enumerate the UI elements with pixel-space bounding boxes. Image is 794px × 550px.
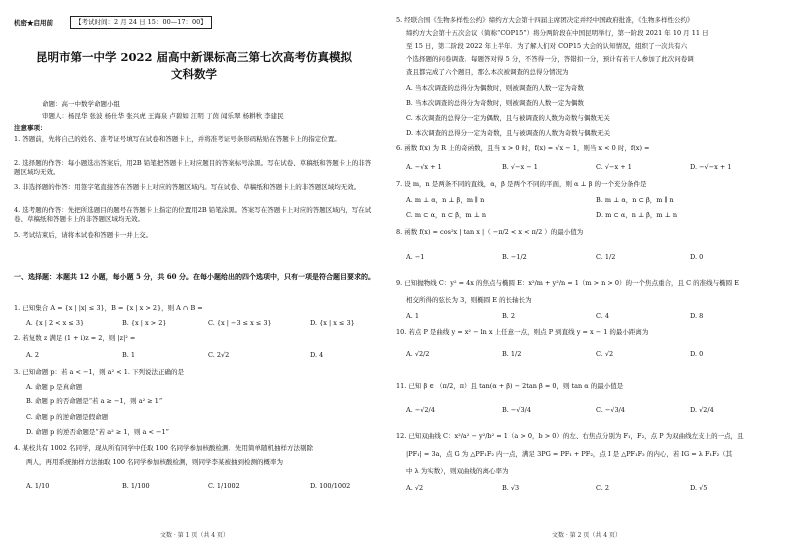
- q6-option-a: A. −√x + 1: [406, 163, 442, 171]
- page-footer-2: 文数 · 第 2 页（共 4 页）: [552, 532, 621, 539]
- q5-line5: 查且都完成了六个题目，那么本次被调查的总得分情况为: [406, 68, 569, 76]
- page-1: [0, 0, 388, 550]
- q10-option-b: B. 1/2: [502, 350, 522, 358]
- q1-stem: 1. 已知集合 A = {x | |x| ≤ 3}，B = {x | x > 2}，则 A ∩ B =: [14, 304, 203, 312]
- q11-option-a: A. −√2/4: [406, 406, 435, 414]
- notes-title: 注意事项：: [14, 124, 47, 132]
- q2-option-c: C. 2√2: [208, 351, 230, 359]
- q8-option-c: C. 1/2: [596, 253, 616, 261]
- q12-option-a: A. √2: [406, 484, 424, 492]
- q5-option-c: C. 本次调查的总得分一定为偶数，且与被调查的人数为奇数与偶数无关: [406, 114, 610, 122]
- q12-line1: 12. 已知双曲线 C：x²/a² − y²/b² = 1（a > 0，b > 0）的左、右焦点分别为 F₁，F₂，点 P 为双曲线左支上的一点，且: [396, 432, 744, 440]
- q9-option-d: D. 8: [690, 312, 704, 320]
- q6-option-b: B. √−x − 1: [502, 163, 538, 171]
- q2-option-d: D. 4: [310, 351, 324, 359]
- secret-label: 机密★启用前: [14, 19, 53, 27]
- q1-option-c: C. {x | −3 ≤ x ≤ 3}: [208, 319, 272, 327]
- q4-option-d: D. 100/1002: [310, 482, 351, 490]
- q10-stem: 10. 若点 P 是曲线 y = x² − ln x 上任意一点，则点 P 到直线 y = x − 1 的最小距离为: [396, 328, 649, 336]
- q7-option-a: A. m ⊥ α，n ⊥ β，m ∥ n: [406, 196, 485, 204]
- q4-stem-line1: 4. 某校共有 1002 名同学，现从所有同学中任取 100 名同学参加核酸检测．先用简单随机抽样方法剔除: [14, 444, 313, 452]
- page-2: [392, 0, 794, 550]
- page-footer-1: 文数 · 第 1 页（共 4 页）: [160, 532, 229, 539]
- q6-option-d: D. −√−x + 1: [690, 163, 732, 171]
- q6-stem: 6. 函数 f(x) 为 R 上的奇函数，且当 x > 0 时，f(x) = √x − 1，则当 x < 0 时，f(x) =: [396, 144, 650, 152]
- q6-option-c: C. √−x + 1: [596, 163, 632, 171]
- q9-option-c: C. 4: [596, 312, 610, 320]
- note-5: 5. 考试结束后，请将本试卷和答题卡一并上交。: [14, 231, 153, 239]
- q1-option-d: D. {x | x ≤ 3}: [310, 319, 355, 327]
- q4-stem-line2: 两人，再用系统抽样方法抽取 100 名同学参加核酸检测，则同学李某被抽到检测的概率为: [26, 458, 284, 466]
- q7-option-c: C. m ⊂ α，n ⊂ β，m ⊥ n: [406, 211, 487, 219]
- q3-stem: 3. 已知命题 p：若 a < −1，则 a² < 1. 下列说法正确的是: [14, 368, 184, 376]
- q3-option-d: D. 命题 p 的逆否命题是“若 a² ≥ 1，则 a < −1”: [26, 428, 169, 436]
- q11-option-b: B. −√3/4: [502, 406, 531, 414]
- q5-line2: 缔约方大会第十五次会议（简称“COP15”）将分两阶段在中国昆明举行，第一阶段 2021 年 10 月 11 日: [406, 29, 709, 37]
- note-4: 4. 选考题的作答：先把所选题目的题号在答题卡上指定的位置用2B 铅笔涂黑。答案写在答题卡上对应的答题区域内，写在试卷、草稿纸和答题卡上的非答题区域均无效。: [14, 206, 372, 223]
- q3-option-c: C. 命题 p 的逆命题是假命题: [26, 413, 109, 421]
- q2-stem: 2. 若复数 z 满足 (1 + i)z = 2，则 |z|² =: [14, 334, 136, 342]
- setters-line: 命题：高一中数学命题小组: [42, 100, 120, 108]
- q12-line2: |PF₁| = 3a，点 G 为 △PF₁F₂ 内一点，满足 3PG = PF₁ + PF₂，点 I 是 △PF₁F₂ 的内心，若 IG = λ F₁F₂（其: [406, 450, 733, 458]
- exam-subject: 文科数学: [171, 67, 217, 81]
- q2-option-b: B. 1: [122, 351, 136, 359]
- q3-option-a: A. 命题 p 是真命题: [26, 383, 83, 391]
- q1-option-b: B. {x | x > 2}: [122, 319, 167, 327]
- q7-option-d: D. m ⊂ α，n ⊥ β，m ⊥ n: [596, 211, 678, 219]
- section-choice-heading: 一、选择题：本题共 12 小题，每小题 5 分，共 60 分。在每小题给出的四个选项中，只有一项是符合题目要求的。: [14, 272, 375, 281]
- q5-line1: 5. 经联合国《生物多样性公约》缔约方大会第十四届主席团决定并经中国政府批准，《生物多样性公约》: [396, 16, 694, 24]
- q8-option-d: D. 0: [690, 253, 704, 261]
- q4-option-a: A. 1/10: [26, 482, 50, 490]
- q5-option-b: B. 当本次调查的总得分为奇数时，则被调查的人数一定为偶数: [406, 99, 584, 107]
- q2-option-a: A. 2: [26, 351, 39, 359]
- q3-option-b: B. 命题 p 的否命题是“若 a ≥ −1，则 a² ≥ 1”: [26, 397, 163, 405]
- q9-option-a: A. 1: [406, 312, 419, 320]
- q8-option-a: A. −1: [406, 253, 425, 261]
- q11-option-c: C. −√3/4: [596, 406, 625, 414]
- q10-option-d: D. 0: [690, 350, 704, 358]
- note-2: 2. 选择题的作答：每小题选出答案后，用2B 铅笔把答题卡上对应题目的答案标号涂黑。写在试卷、草稿纸和答题卡上的非答题区域均无效。: [14, 159, 372, 176]
- note-1: 1. 答题前，先将自己的姓名、准考证号填写在试卷和答题卡上，并将准考证号条形码粘贴在答题卡上的指定位置。: [14, 135, 341, 143]
- q8-stem: 8. 函数 f(x) = cos²x | tan x |（ −π/2 < x < π/2 ）的最小值为: [396, 228, 584, 236]
- note-3: 3. 非选择题的作答：用签字笔直接答在答题卡上对应的答题区域内。写在试卷、草稿纸和答题卡上的非答题区域均无效。: [14, 183, 361, 191]
- q1-option-a: A. {x | 2 < x ≤ 3}: [26, 319, 85, 327]
- q11-stem: 11. 已知 β ∈ （π/2，π）且 tan(α + β) − 2tan β = 0，则 tan α 的最小值是: [396, 382, 624, 390]
- q5-line4: 个选择题的问卷调查．每题答对得 5 分，不答得一分，答错扣一分，预计有若干人参加了此次问卷调: [406, 55, 694, 63]
- q10-option-c: C. √2: [596, 350, 614, 358]
- q5-line3: 至 15 日，第二阶段 2022 年上半年．为了解人们对 COP15 大会的认知情况，组织了一次共有六: [406, 42, 688, 50]
- q7-stem: 7. 设 m，n 是两条不同的直线，α，β 是两个不同的平面，则 α ⊥ β 的一个充分条件是: [396, 180, 647, 188]
- q4-option-c: C. 1/1002: [208, 482, 240, 490]
- q5-option-d: D. 本次调查的总得分一定为奇数，且与被调查的人数为奇数与偶数无关: [406, 129, 611, 137]
- q9-option-b: B. 2: [502, 312, 516, 320]
- exam-time-box: 【考试时间：2 月 24 日 15：00—17：00】: [70, 16, 212, 29]
- q7-option-b: B. m ⊥ α，n ⊂ β，m ∥ n: [596, 196, 674, 204]
- q4-option-b: B. 1/100: [122, 482, 150, 490]
- q8-option-b: B. −1/2: [502, 253, 527, 261]
- q11-option-d: D. √2/4: [690, 406, 714, 414]
- q12-option-d: D. √5: [690, 484, 708, 492]
- reviewers-line: 审题人：杨昆华 张波 杨仕华 张兴虎 王海泉 卢碧如 江明 丁茵 闻乐翠 杨耕秋 李建民: [42, 112, 284, 120]
- q12-line3: 中 λ 为实数），则双曲线的离心率为: [406, 467, 509, 475]
- q5-option-a: A. 当本次调查的总得分为偶数时，则被调查的人数一定为奇数: [406, 84, 584, 92]
- exam-title: 昆明市第一中学 2022 届高中新课标高三第七次高考仿真模拟: [35, 50, 352, 64]
- q9-line1: 9. 已知抛物线 C：y² = 4x 的焦点与椭圆 E：x²/m + y²/n = 1（m > n > 0）的一个焦点重合，且 C 的准线与椭圆 E: [396, 279, 739, 287]
- q12-option-c: C. 2: [596, 484, 610, 492]
- q10-option-a: A. √2/2: [406, 350, 430, 358]
- q9-line2: 相交所得的弦长为 3，则椭圆 E 的长轴长为: [406, 296, 532, 304]
- q12-option-b: B. √3: [502, 484, 520, 492]
